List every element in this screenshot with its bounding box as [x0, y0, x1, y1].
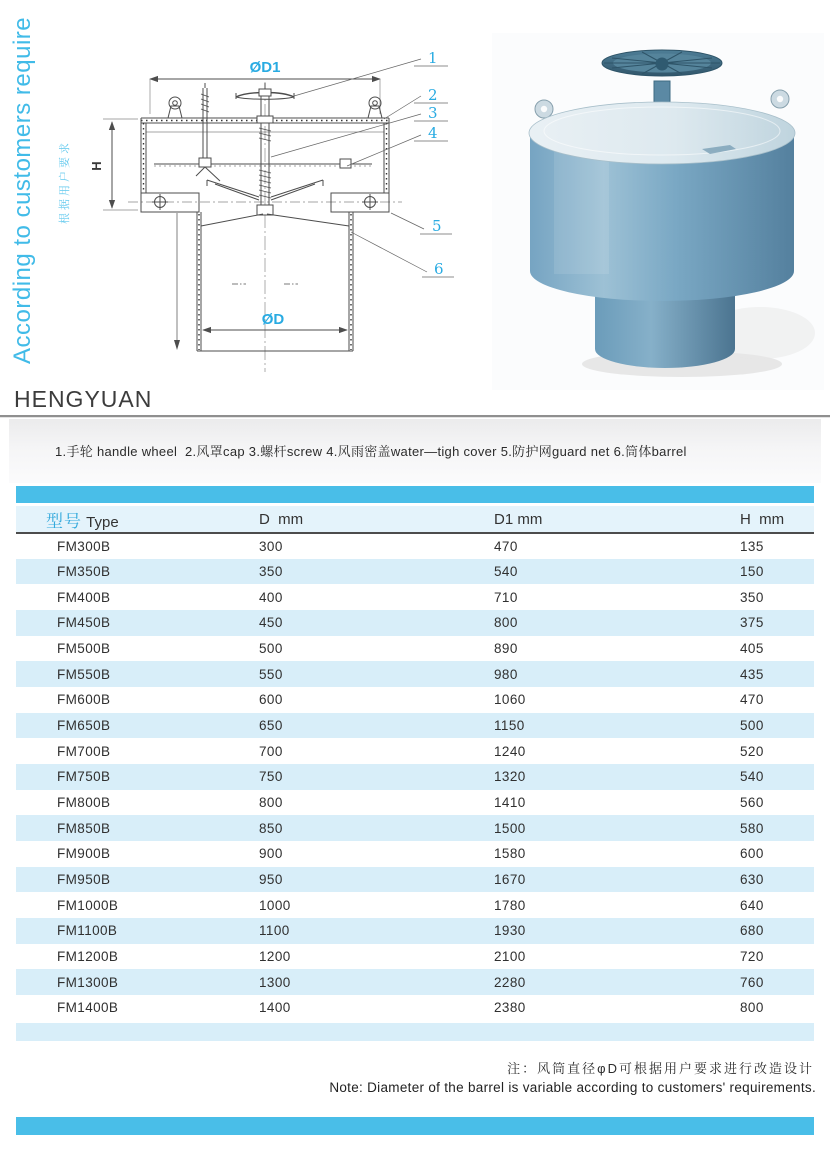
- cell-type: FM600B: [57, 692, 111, 708]
- brand-title: HENGYUAN: [14, 386, 153, 412]
- table-row: [16, 815, 814, 841]
- table-row: [16, 918, 814, 944]
- cell-d: 1100: [259, 923, 290, 939]
- cell-type: FM1300B: [57, 974, 119, 990]
- table-row: [16, 636, 814, 662]
- technical-drawing: [30, 30, 470, 392]
- table-empty-row: [16, 1023, 814, 1041]
- cell-d: 650: [259, 718, 283, 734]
- callout-6: 6: [434, 260, 444, 278]
- table-row: [16, 610, 814, 636]
- cell-d: 1200: [259, 949, 291, 965]
- cell-h: 720: [740, 949, 764, 965]
- cell-d: 600: [259, 692, 283, 708]
- page-bottom-bar: [16, 1117, 814, 1135]
- cell-d1: 2280: [494, 974, 526, 990]
- cell-d: 1400: [259, 1000, 291, 1016]
- cell-d1: 1410: [494, 795, 526, 811]
- brand-divider: [0, 415, 830, 418]
- cell-type: FM400B: [57, 589, 111, 605]
- cell-d: 1000: [259, 897, 291, 913]
- table-row: [16, 687, 814, 713]
- cell-d: 500: [259, 641, 283, 657]
- cell-type: FM1100B: [57, 923, 118, 939]
- table-row: [16, 892, 814, 918]
- parts-list: 1.手轮 handle wheel 2.风罩cap 3.螺杆screw 4.风雨密盖water—tigh cover 5.防护网guard net 6.筒体barrel: [55, 444, 687, 459]
- callout-4: 4: [428, 124, 438, 142]
- cell-type: FM900B: [57, 846, 111, 862]
- cell-type: FM500B: [57, 641, 111, 657]
- cell-h: 560: [740, 795, 764, 811]
- cell-type: FM350B: [57, 564, 111, 579]
- cell-d1: 1240: [494, 743, 526, 759]
- cell-h: 680: [740, 923, 764, 939]
- cell-h: 600: [740, 846, 764, 862]
- cell-type: FM450B: [57, 615, 111, 631]
- cell-d: 750: [259, 769, 283, 785]
- spec-table: [16, 506, 814, 1021]
- cell-h: 520: [740, 743, 764, 759]
- col-header-d1: D1 mm: [494, 506, 740, 533]
- col-header-type-en: Type: [82, 513, 119, 531]
- callout-5: 5: [432, 217, 442, 235]
- cell-d: 800: [259, 795, 283, 811]
- cell-h: 500: [740, 718, 764, 734]
- dim-label-h: H: [89, 161, 104, 171]
- col-header-type: [16, 506, 259, 533]
- callout-3: 3: [428, 104, 438, 122]
- cell-type: FM1000B: [57, 897, 119, 913]
- cell-type: FM800B: [57, 795, 111, 811]
- table-row: [16, 867, 814, 893]
- col-header-type-cn: 型号: [46, 511, 82, 531]
- cell-d1: 540: [494, 564, 518, 579]
- cell-d1: 1500: [494, 820, 526, 836]
- table-row: [16, 738, 814, 764]
- cell-type: FM550B: [57, 666, 111, 682]
- parts-band: [9, 419, 821, 483]
- note-chinese: 注：风筒直径φD可根据用户要求进行改造设计: [507, 1061, 814, 1076]
- cell-d: 850: [259, 820, 283, 836]
- cell-d1: 890: [494, 641, 518, 657]
- cell-d1: 980: [494, 666, 518, 682]
- cell-h: 760: [740, 974, 764, 990]
- cell-d1: 1580: [494, 846, 526, 862]
- cell-d: 700: [259, 743, 283, 759]
- cell-d1: 1060: [494, 692, 526, 708]
- cell-d1: 1780: [494, 897, 526, 913]
- table-row: [16, 790, 814, 816]
- cell-type: FM850B: [57, 820, 111, 836]
- dim-label-d1: ØD1: [249, 59, 281, 76]
- cell-h: 470: [740, 692, 764, 708]
- cell-type: FM1400B: [57, 1000, 119, 1016]
- cell-d: 1300: [259, 974, 291, 990]
- table-row: [16, 584, 814, 610]
- vertical-slogan: According to customers require: [9, 16, 36, 364]
- cell-d1: 2100: [494, 949, 526, 965]
- cell-type: FM700B: [57, 743, 111, 759]
- cell-h: 350: [740, 589, 764, 605]
- cell-d1: 710: [494, 589, 518, 605]
- cell-type: FM950B: [57, 872, 111, 888]
- cell-d1: 1150: [494, 718, 525, 734]
- cell-type: FM650B: [57, 718, 111, 734]
- table-header-row: [16, 506, 814, 533]
- table-row: [16, 969, 814, 995]
- cell-d: 400: [259, 589, 283, 605]
- cell-h: 150: [740, 564, 764, 579]
- dim-label-d: ØD: [261, 311, 285, 328]
- table-row: [16, 764, 814, 790]
- cell-d1: 1930: [494, 923, 526, 939]
- cell-d1: 470: [494, 538, 518, 554]
- cell-type: FM1200B: [57, 949, 119, 965]
- cell-h: 800: [740, 1000, 764, 1016]
- cell-d1: 1320: [494, 769, 526, 785]
- table-row: [16, 944, 814, 970]
- table-row: [16, 713, 814, 739]
- table-row: [16, 661, 814, 687]
- cell-type: FM750B: [57, 769, 111, 785]
- cell-h: 640: [740, 897, 764, 913]
- col-header-h: H mm: [740, 506, 814, 533]
- cell-d: 350: [259, 564, 283, 579]
- cell-d1: 800: [494, 615, 518, 631]
- table-row: [16, 533, 814, 559]
- table-row: [16, 841, 814, 867]
- cell-d: 550: [259, 666, 283, 682]
- cell-h: 435: [740, 666, 764, 682]
- cell-d: 450: [259, 615, 283, 631]
- col-header-d: D mm: [259, 506, 494, 533]
- cell-h: 580: [740, 820, 764, 836]
- cell-d1: 2380: [494, 1000, 526, 1016]
- cell-h: 375: [740, 615, 764, 631]
- cell-h: 630: [740, 872, 764, 888]
- cell-h: 405: [740, 641, 764, 657]
- cell-d: 300: [259, 538, 283, 554]
- cell-d: 900: [259, 846, 283, 862]
- table-row: [16, 559, 814, 585]
- callout-2: 2: [428, 86, 438, 104]
- cell-h: 135: [740, 538, 764, 554]
- callout-1: 1: [428, 49, 438, 67]
- cell-h: 540: [740, 769, 764, 785]
- product-photo: [492, 33, 824, 390]
- cell-d: 950: [259, 872, 283, 888]
- table-top-bar: [16, 486, 814, 503]
- cell-type: FM300B: [57, 538, 111, 554]
- note-english: Note: Diameter of the barrel is variable according to customers' requirements.: [329, 1080, 816, 1095]
- table-body: [16, 533, 814, 1021]
- cell-d1: 1670: [494, 872, 526, 888]
- table-row: [16, 995, 814, 1021]
- vertical-slogan-chinese: 根据用户要求: [59, 140, 71, 224]
